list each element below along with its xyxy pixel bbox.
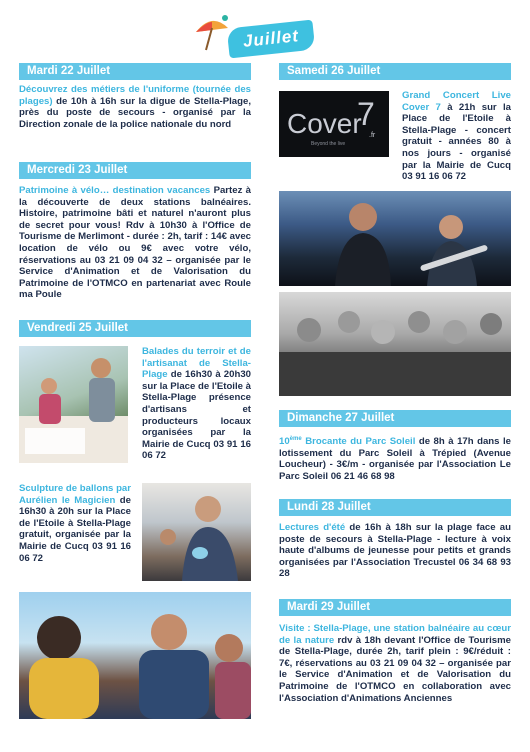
month-logo — [190, 10, 320, 60]
event-body: de 10h à 16h sur la digue de Stella-Plage, près du poste de secours - organisé par la Direction zonale de la police nationale du nord — [19, 95, 251, 130]
beach-umbrella-icon — [192, 12, 232, 52]
cover7-logo-word: Cover — [287, 108, 362, 139]
event-body: de 8h à 17h dans le lotissement du Parc Soleil à Trépied (Avenue Loucheur) - 3€/m - organisée par l'Association Le Parc Soleil 06 21 46 68 98 — [279, 436, 511, 482]
event-metiers-uniforme — [19, 84, 251, 130]
event-balades-terroir — [142, 346, 251, 462]
event-lectures-ete — [279, 522, 511, 580]
day-heading-mercredi-23: Mercredi 23 Juillet — [19, 162, 251, 179]
event-title: Découvrez des métiers de l'uniforme (tournée des plages) — [19, 84, 251, 107]
month-title: Juillet — [242, 26, 300, 51]
cover7-logo-number: 7 — [357, 96, 375, 132]
event-body: rdv à 18h devant l'Office de Tourisme de Stella-Plage, durée 2h, tarif plein : 9€/réduit : 7€, réservations au 03 21 09 04 32 – organisée par le Service d'Animation et de Valorisation du Patrimoine de l'OTMCO en collaboration avec l'Association d'Animations Anciennes — [279, 634, 511, 704]
cover7-logo-tld: .fr — [369, 132, 376, 139]
day-heading-mardi-22: Mardi 22 Juillet — [19, 63, 251, 80]
event-title: Lectures d'été — [279, 522, 346, 533]
photo-foule-magie — [19, 592, 251, 719]
photo-illustration — [279, 191, 511, 286]
event-body: à 21h sur la Place de l'Etoile à Stella-Plage - concert gratuit - années 80 à nos jours - organisé par la Mairie de Cucq 03 91 16 06 72 — [402, 101, 511, 183]
cover7-logo-tagline: Beyond the live — [311, 141, 346, 147]
event-title: Grand Concert Live Cover 7 — [402, 90, 511, 113]
event-body: de 16h30 à 20h30 sur la Place de l'Etoile à Stella-Plage présence d'artisans et producteurs locaux organisées par la Mairie de Cucq 03 91 16 06 72 — [142, 369, 251, 462]
cover7-logo-icon — [279, 91, 389, 157]
day-heading-vendredi-25: Vendredi 25 Juillet — [19, 320, 251, 337]
photo-balades-terroir — [19, 346, 128, 463]
event-concert-cover7 — [402, 90, 511, 183]
event-title-number: 10 — [279, 436, 290, 448]
photo-illustration — [19, 592, 251, 719]
photo-illustration — [279, 292, 511, 396]
event-patrimoine-velo — [19, 185, 251, 301]
photo-groupe-cover7 — [279, 292, 511, 396]
event-visite-stella — [279, 623, 511, 704]
photo-illustration — [19, 346, 128, 463]
event-sculpture-ballons — [19, 483, 131, 564]
event-title-sup: ème — [289, 436, 302, 442]
day-heading-dimanche-27: Dimanche 27 Juillet — [279, 410, 511, 427]
event-title: Sculpture de ballons par Aurélien le Magicien — [19, 483, 131, 506]
event-body: de 16h à 18h sur la plage face au poste de secours à Stella-Plage - lecture à voix haute d'albums de jeunesse pour petits et grands organisées par l'Association Trecustel 06 34 68 93 28 — [279, 522, 511, 580]
photo-magicien — [142, 483, 251, 581]
photo-cover7-logo — [279, 91, 389, 157]
photo-concert-band — [279, 191, 511, 286]
day-heading-lundi-28: Lundi 28 Juillet — [279, 499, 511, 516]
event-body: Partez à la découverte de deux stations balnéaires. Histoire, patrimoine bâti et naturel n'auront plus de secret pour vous! Rdv à 10h30 à l'Office de Tourisme de Merlimont - durée : 2h, tarif : 14€ avec location de vélo ou 9€ avec votre vélo, réservations au 03 21 09 04 32 – organisée par le Service d'Animation et de Valorisation du Patrimoine de l'OTMCO en partenariat avec Roule ma Poule — [19, 185, 252, 301]
photo-illustration — [142, 483, 251, 581]
event-title: Brocante du Parc Soleil — [305, 436, 416, 448]
event-brocante — [279, 434, 511, 483]
day-heading-mardi-29: Mardi 29 Juillet — [279, 599, 511, 616]
event-title: Patrimoine à vélo… destination vacances — [19, 185, 211, 196]
event-body: de 16h30 à 20h sur la Place de l'Etoile à Stella-Plage gratuit, organisée par la Mairie de Cucq 03 91 16 06 72 — [19, 494, 131, 564]
day-heading-samedi-26: Samedi 26 Juillet — [279, 63, 511, 80]
event-title: Visite : Stella-Plage, une station balnéaire au cœur de la nature — [279, 623, 511, 646]
event-title: Balades du terroir et de l'artisanat de Stella-Plage — [142, 346, 251, 381]
